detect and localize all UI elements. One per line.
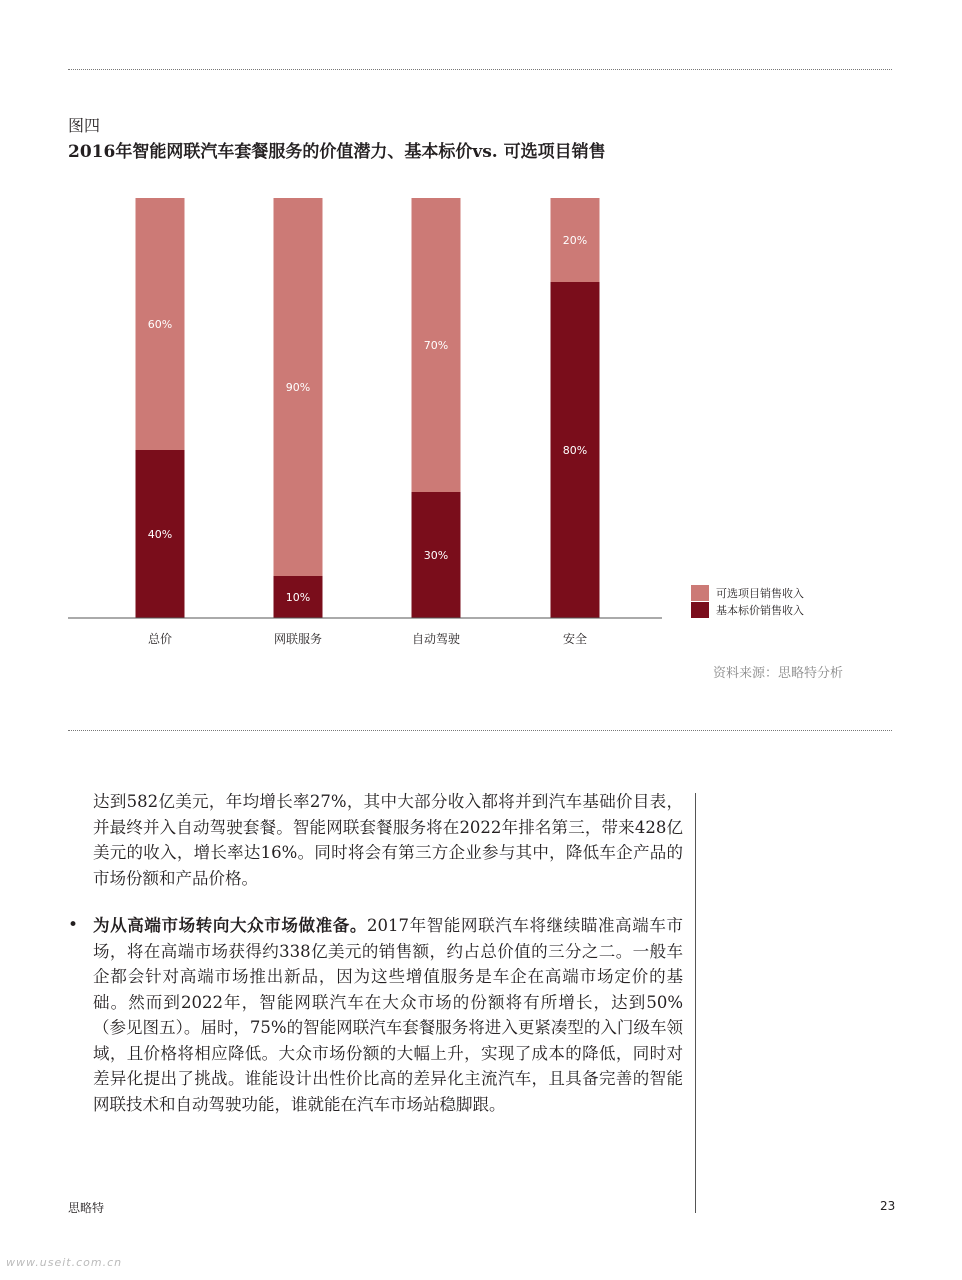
paragraph-lead: 为从高端市场转向大众市场做准备。	[93, 916, 367, 935]
x-tick-label: 自动驾驶	[411, 632, 461, 646]
body-paragraph-1: 达到582亿美元，年均增长率27%，其中大部分收入都将并到汽车基础价目表，并最终并入自动驾驶套餐。智能网联套餐服务将在2022年排名第三，带来428亿美元的收入，增长率达16%。同时将会有第三方企业参与其中，降低车企产品的市场份额和产品价格。	[93, 792, 683, 888]
legend-label: 可选项目销售收入	[716, 587, 804, 600]
data-label: 90%	[285, 381, 311, 394]
data-label: 70%	[423, 339, 449, 352]
figure-label: 图四	[68, 116, 101, 135]
stacked-bar-chart	[0, 180, 962, 650]
data-label: 10%	[285, 591, 311, 604]
x-tick-label: 安全	[562, 632, 588, 646]
legend-swatch	[691, 585, 709, 601]
data-label: 20%	[562, 234, 588, 247]
data-label: 30%	[423, 549, 449, 562]
bottom-divider	[68, 730, 892, 731]
legend-swatch	[691, 602, 709, 618]
figure-title: 2016年智能网联汽车套餐服务的价值潜力、基本标价vs. 可选项目销售	[68, 142, 606, 162]
paragraph-rest: 2017年智能网联汽车将继续瞄准高端车市场，将在高端市场获得约338亿美元的销售额，约占总价值的三分之二。一般车企都会针对高端市场推出新品，因为这些增值服务是车企在高端市场定价的基础。然而到2022年，智能网联汽车在大众市场的份额将有所增长，达到50%（参见图五）。届时，75%的智能网联汽车套餐服务将进入更紧凑型的入门级车领域，且价格将相应降低。大众市场份额的大幅上升，实现了成本的降低，同时对差异化提出了挑战。谁能设计出性价比高的差异化主流汽车，且具备完善的智能网联技术和自动驾驶功能，谁就能在汽车市场站稳脚跟。	[93, 916, 683, 1114]
x-tick-label: 网联服务	[273, 632, 323, 646]
body-paragraph-2	[93, 913, 683, 1117]
data-label: 60%	[147, 318, 173, 331]
data-label: 40%	[147, 528, 173, 541]
footer-brand: 思略特	[68, 1201, 105, 1215]
legend-label: 基本标价销售收入	[716, 604, 804, 617]
watermark: www.useit.com.cn	[6, 1256, 123, 1269]
bullet-marker: •	[68, 915, 79, 935]
page-number: 23	[880, 1199, 896, 1213]
source-note: 资料来源：思略特分析	[713, 666, 844, 681]
data-label: 80%	[562, 444, 588, 457]
top-divider	[68, 69, 892, 70]
x-tick-label: 总价	[147, 632, 173, 646]
column-rule	[695, 793, 696, 1213]
